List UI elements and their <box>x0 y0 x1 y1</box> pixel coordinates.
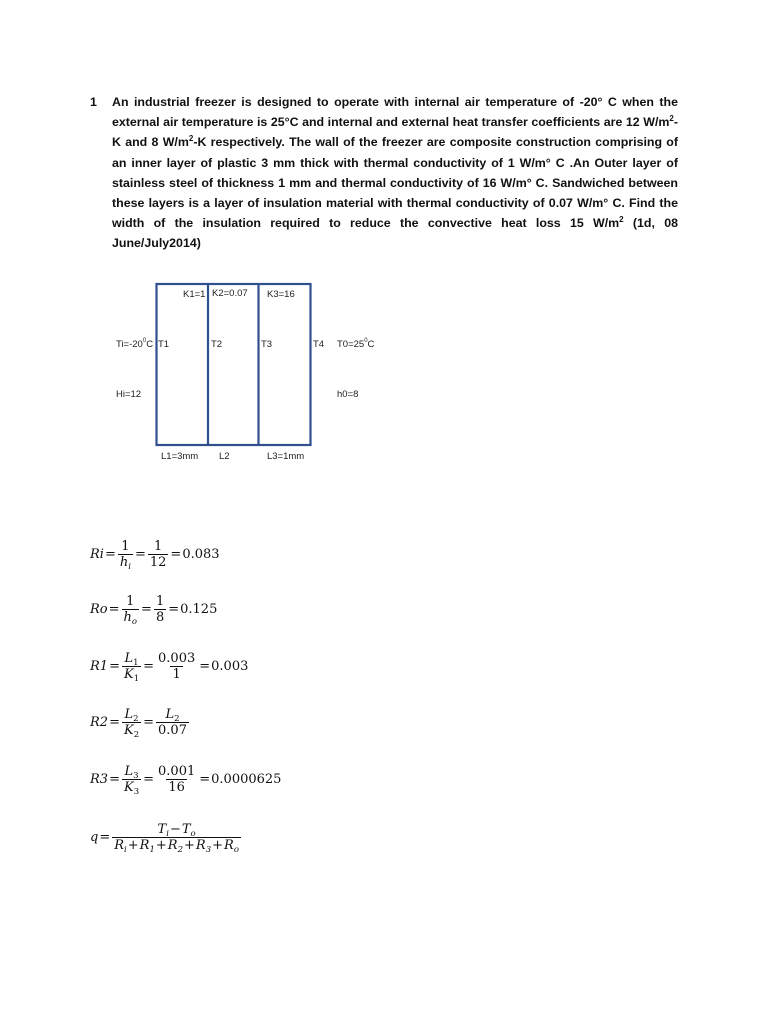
label-ti: $Ti=-20^0C$ <box>116 338 154 350</box>
term: $R_i$ <box>114 838 127 855</box>
fraction: $\frac{L_3}{K_3}$ <box>123 764 140 797</box>
result-value: 0.003 <box>211 659 249 674</box>
term: $R_2$ <box>167 838 183 855</box>
result-value: 0.125 <box>180 602 218 617</box>
fraction: $\frac{0.003}{1}$ <box>158 651 196 682</box>
fraction: $\frac{L_2}{K_2}$ <box>123 707 140 740</box>
wall-outline <box>157 284 311 445</box>
q-denominator <box>112 837 241 853</box>
label-t1: T1 <box>158 339 170 350</box>
operator: + <box>212 838 224 853</box>
label-t4: T4 <box>313 339 325 350</box>
fraction: $\frac{1}{8}$ <box>155 594 165 625</box>
equation-r2: R2 = $\frac{L_2}{K_2}$ = $\frac{L_2}{0.07}$ <box>90 707 187 740</box>
fraction: $\frac{L_2}{0.07}$ <box>158 707 187 738</box>
equation-q: q = $\frac{T_i-T_o}{R_i+R_1+R_2+R_3+R_o}$ <box>90 822 239 855</box>
label-k1: K1=1 <box>183 289 206 300</box>
result-value: 0.0000625 <box>211 772 282 787</box>
problem-statement <box>90 92 678 254</box>
fraction: $\frac{1}{h_o}$ <box>123 594 138 627</box>
term: $T_o$ <box>181 822 196 839</box>
operator: − <box>169 822 181 837</box>
term: $T_i$ <box>157 822 169 839</box>
label-ho: h0=8 <box>337 389 359 400</box>
fraction: $\frac{1}{h_i}$ <box>119 539 131 572</box>
label-to: $T0=25^0C$ <box>337 338 375 350</box>
result-value: 0.083 <box>182 547 220 562</box>
label-l3: L3=1mm <box>267 451 305 462</box>
equation-r3: R3 = $\frac{L_3}{K_3}$ = $\frac{0.001}{16}$ = 0.0000625 <box>90 764 282 797</box>
q-numerator <box>156 822 198 837</box>
fraction <box>112 822 241 853</box>
problem-text: An industrial freezer is designed to operate with internal air temperature of -20° C when the external air temperature is 25°C and internal and external heat transfer coefficients are 12 $W/m^2-K$ and 8 $W/m^2-K$ respectively. The wall of the freezer are composite construction comprising of an inner layer of plastic 3 mm thick with thermal conductivity of 1 W/m° C .An Outer layer of stainless steel of thickness 1 mm and thermal conductivity of 16 W/m° C. Sandwiched between these layers is a layer of insulation material with thermal conductivity of 0.07 W/m° C. Find the width of the insulation required to reduce the convective heat loss 15 $W/m^2$ (1d, 08 June/July2014) <box>112 95 679 251</box>
label-l2: L2 <box>219 451 230 462</box>
label-l1: L1=3mm <box>161 451 199 462</box>
fraction: $\frac{L_1}{K_1}$ <box>123 651 140 684</box>
label-hi: Hi=12 <box>116 389 142 400</box>
fraction: $\frac{0.001}{16}$ <box>158 764 196 795</box>
label-k2: K2=0.07 <box>212 288 248 299</box>
equation-r1: R1 = $\frac{L_1}{K_1}$ = $\frac{0.003}{1}$ = 0.003 <box>90 651 249 684</box>
term: $R_3$ <box>195 838 212 855</box>
term: $R_1$ <box>139 838 155 855</box>
equation-ri: Ri = $\frac{1}{h_i}$ = $\frac{1}{12}$ = 0.083 <box>90 539 220 572</box>
label-k3: K3=16 <box>267 289 295 300</box>
problem-number: 1 <box>90 95 97 109</box>
term: $R_o$ <box>224 838 239 855</box>
operator: + <box>127 838 139 853</box>
label-t3: T3 <box>261 339 273 350</box>
operator: + <box>184 838 195 853</box>
label-t2: T2 <box>211 339 223 350</box>
operator: + <box>155 838 167 853</box>
equation-ro: Ro = $\frac{1}{h_o}$ = $\frac{1}{8}$ = 0.125 <box>90 594 218 627</box>
fraction: $\frac{1}{12}$ <box>149 539 167 570</box>
